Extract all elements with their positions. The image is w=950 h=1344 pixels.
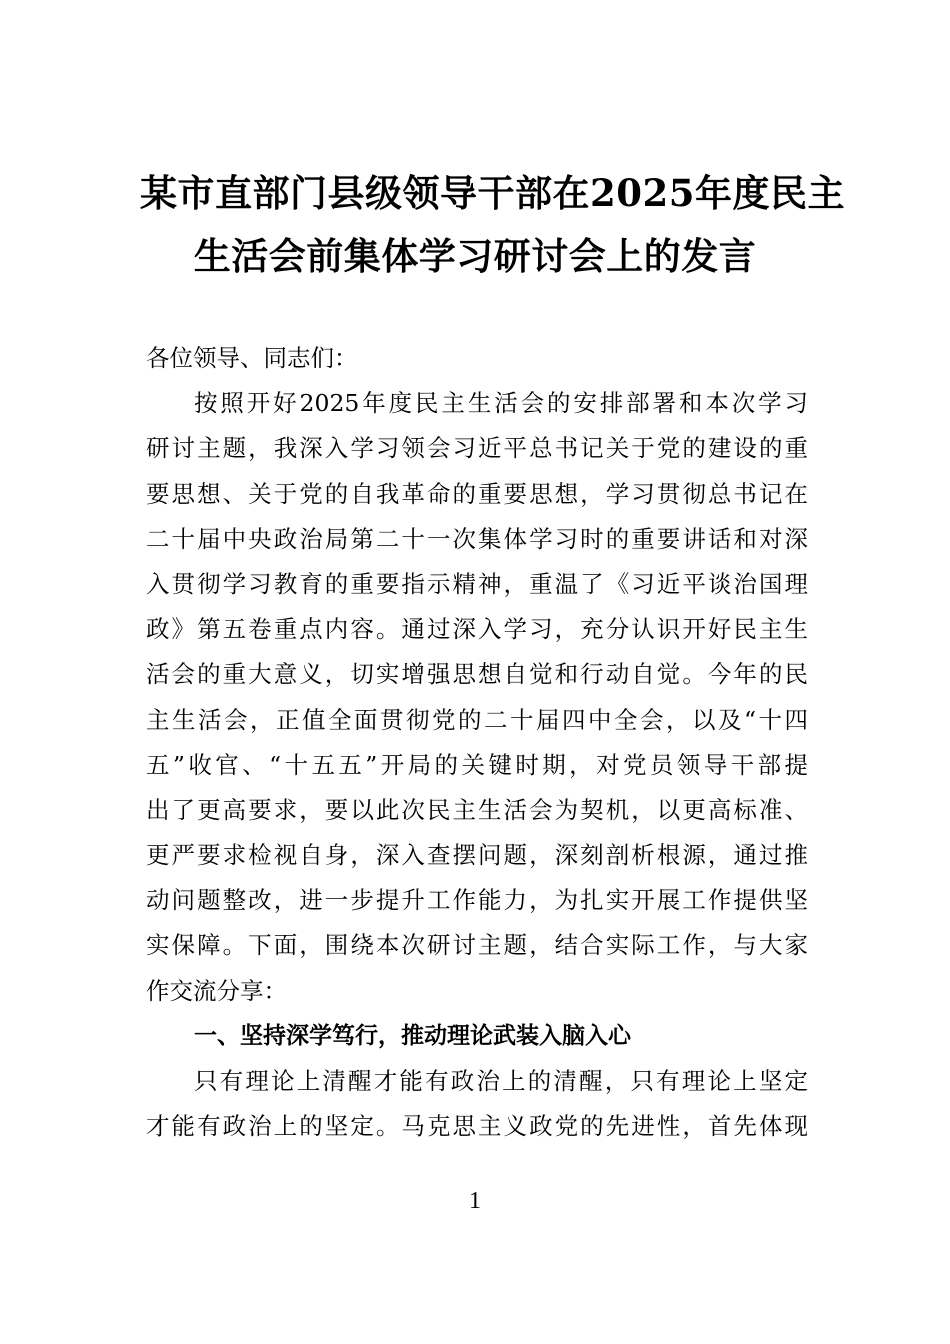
paragraph-line: 主生活会，正值全面贯彻党的二十届四中全会，以及“十四 [146,705,808,734]
paragraph-line: 要思想、关于党的自我革命的重要思想，学习贯彻总书记在 [146,479,808,508]
paragraph-line: 五”收官、“十五五”开局的关键时期，对党员领导干部提 [146,750,808,779]
document-body [146,336,808,1149]
paragraph-intro [146,381,808,1014]
paragraph-line: 二十届中央政治局第二十一次集体学习时的重要讲话和对深 [146,524,808,553]
paragraph-line: 实保障。下面，围绕本次研讨主题，结合实际工作，与大家 [146,931,808,960]
paragraph-line: 只有理论上清醒才能有政治上的清醒，只有理论上坚定 [194,1067,808,1095]
paragraph-line: 出了更高要求，要以此次民主生活会为契机，以更高标准、 [146,795,808,824]
page-number: 1 [469,1188,481,1214]
title-line: 某市直部门县级领导干部在2025年度民主 [140,171,845,215]
paragraph-line: 研讨主题，我深入学习领会习近平总书记关于党的建设的重 [146,434,808,463]
paragraph-section1 [146,1059,808,1149]
salutation: 各位领导、同志们： [146,344,358,372]
paragraph-line: 按照开好2025年度民主生活会的安排部署和本次学习 [194,389,808,418]
paragraph-line: 入贯彻学习教育的重要指示精神，重温了《习近平谈治国理 [146,569,808,598]
title-line: 生活会前集体学习研讨会上的发言 [193,234,757,278]
paragraph-line: 才能有政治上的坚定。马克思主义政党的先进性，首先体现 [146,1112,808,1141]
paragraph-line: 动问题整改，进一步提升工作能力，为扎实开展工作提供坚 [146,886,808,915]
paragraph-line: 政》第五卷重点内容。通过深入学习，充分认识开好民主生 [146,615,808,644]
paragraph-line: 活会的重大意义，切实增强思想自觉和行动自觉。今年的民 [146,660,808,689]
section-heading: 一、坚持深学笃行，推动理论武装入脑入心 [194,1022,631,1049]
paragraph-line: 更严要求检视自身，深入查摆问题，深刻剖析根源，通过推 [146,841,808,870]
document-title [140,162,845,288]
paragraph-line: 作交流分享： [146,976,287,1005]
